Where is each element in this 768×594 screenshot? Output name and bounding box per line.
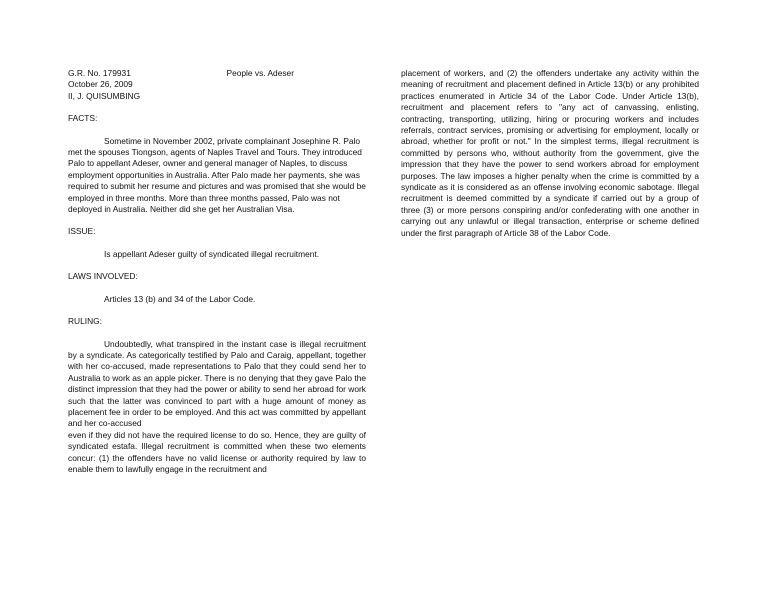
laws-label: LAWS INVOLVED: [68, 271, 138, 282]
ruling-label: RULING: [68, 316, 102, 327]
header-row [68, 68, 294, 79]
ponente: II, J. QUISUMBING [68, 90, 141, 101]
laws-text: Articles 13 (b) and 34 of the Labor Code. [104, 293, 256, 304]
facts-label: FACTS: [68, 113, 98, 124]
ruling-text-part1: Undoubtedly, what transpired in the instant case is illegal recruitment by a syndicate. As categorically testified by Palo and Caraig, appellant, together with her co-accused, made representations to Palo that they could send her to Australia to work as an apple picker. There is no denying that they gave Palo the distinct impression that they had the power or ability to send her abroad for work such that the latter was convinced to part with a huge amount of money as placement fee in order to be employed. And this act was committed by appellant and her co-accused [68, 338, 366, 429]
right-column [401, 68, 699, 239]
case-date: October 26, 2009 [68, 79, 133, 90]
case-number: G.R. No. 179931 [68, 68, 131, 78]
ruling-text-part3: placement of workers, and (2) the offenders undertake any activity within the meaning of recruitment and placement defined in Article 13(b) or any prohibited practices enumerated in Article 34 of the Labor Code. Under Article 13(b), recruitment and placement refers to "any act of canvassing, enlisting, contracting, transporting, utilizing, hiring or procuring workers and includes referrals, contract services, promising or advertising for employment, locally or abroad, whether for profit or not." In the simplest terms, illegal recruitment is committed by persons who, without authority from the government, give the impression that they have the power to send workers abroad for employment purposes. The law imposes a higher penalty when the crime is committed by a syndicate as it is considered as an offense involving economic sabotage. Illegal recruitment is deemed committed by a syndicate if carried out by a group of three (3) or more persons conspiring and/or confederating with one another in carrying out any unlawful or illegal transaction, enterprise or scheme defined under the first paragraph of Article 38 of the Labor Code. [401, 68, 699, 238]
issue-label: ISSUE: [68, 226, 96, 237]
issue-text: Is appellant Adeser guilty of syndicated illegal recruitment. [104, 248, 320, 259]
facts-text: Sometime in November 2002, private complainant Josephine R. Palo met the spouses Tiongson, agents of Naples Travel and Tours. They introduced Palo to appellant Adeser, owner and general manager of Naples, to discuss employment opportunities in Australia. After Palo made her payments, she was required to submit her resume and pictures and was promised that she would be employed in three months. More than three months passed, Palo was not deployed in Australia. Neither did she get her Australian Visa. [68, 135, 366, 215]
left-column [68, 68, 366, 475]
case-title: People vs. Adeser [226, 68, 294, 78]
ruling-text-part2: even if they did not have the required license to do so. Hence, they are guilty of syndicated estafa. Illegal recruitment is committed when these two elements concur: (1) the offenders have no valid license or authority required by law to enable them to lawfully engage in the recruitment and [68, 429, 366, 474]
